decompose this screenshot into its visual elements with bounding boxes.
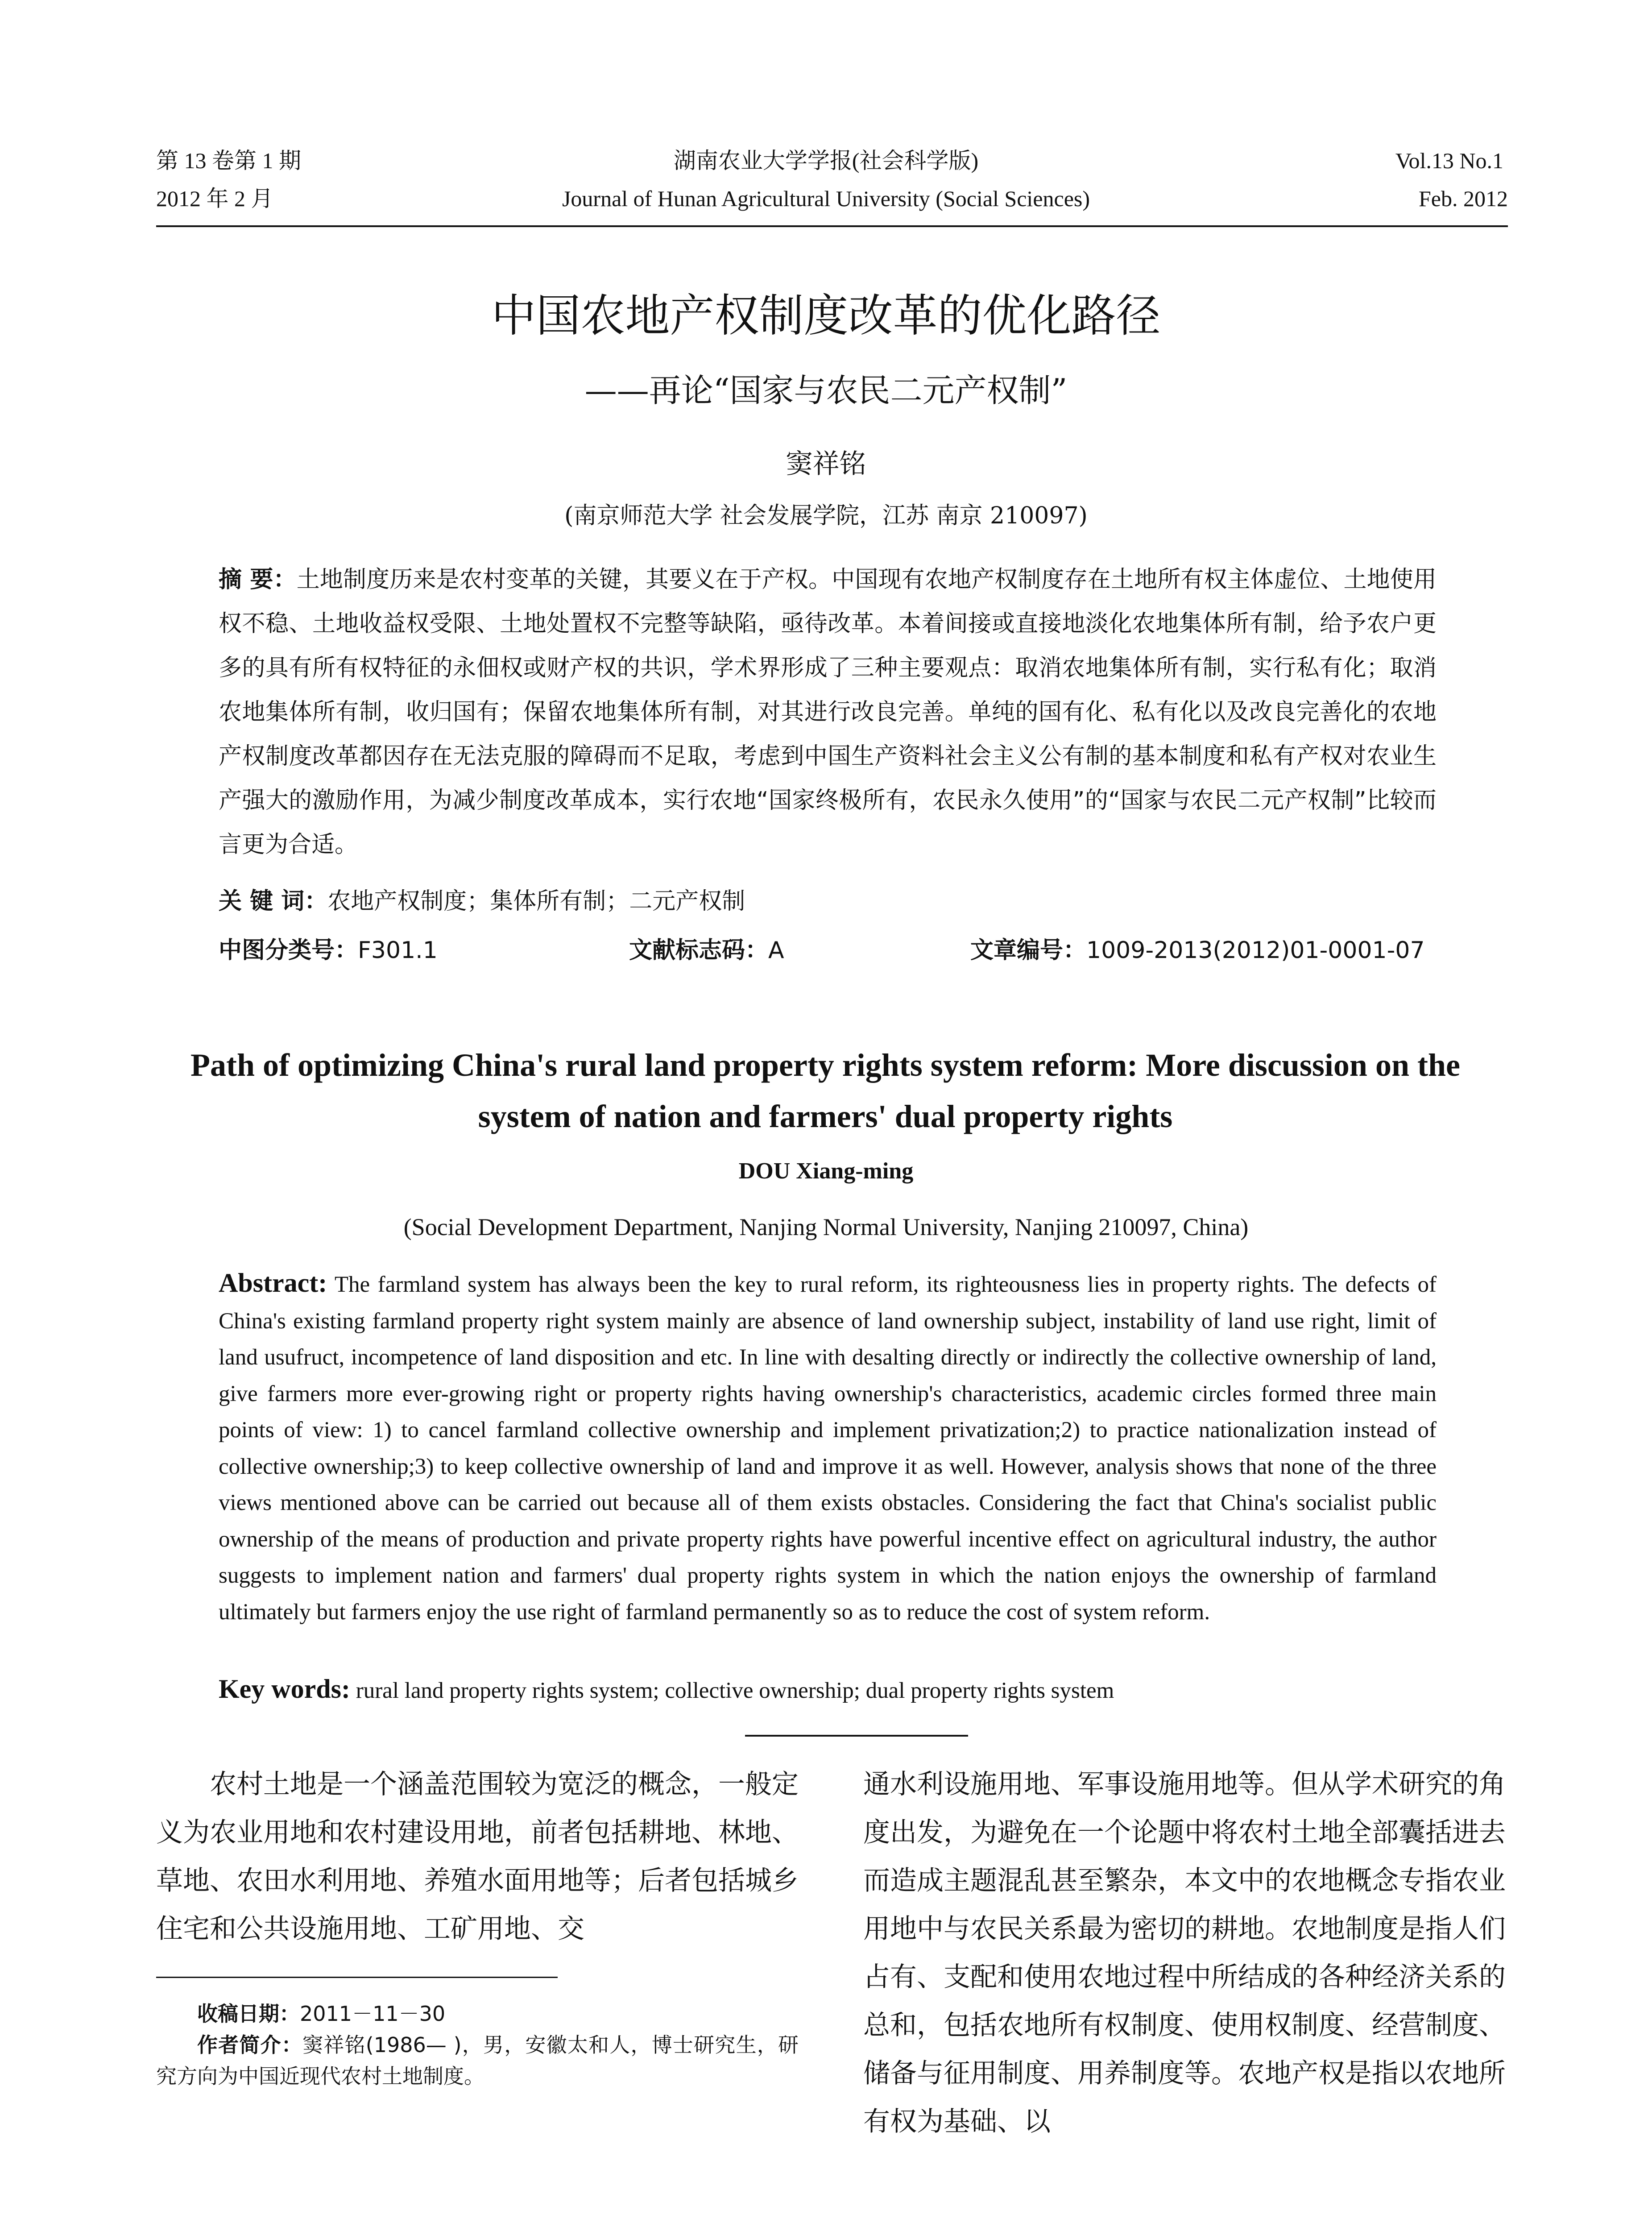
doc-code-value: A	[768, 937, 784, 964]
author-affiliation: (南京师范大学 社会发展学院，江苏 南京 210097)	[564, 502, 1088, 529]
body-paragraph: 农村土地是一个涵盖范围较为宽泛的概念，一般定义为农业用地和农村建设用地，前者包括耕地、林地、草地、农田水利用地、养殖水面用地等；后者包括城乡住宅和公共设施用地、工矿用地、交	[156, 1769, 799, 1945]
clc-label: 中图分类号：	[219, 937, 358, 964]
header-journal-en: Journal of Hunan Agricultural University (Social Sciences)	[562, 186, 1090, 211]
received-date: 2011－11－30	[300, 2002, 446, 2026]
abstract-en-label: Abstract:	[219, 1268, 327, 1298]
keywords-zh-label: 关 键 词：	[219, 888, 328, 915]
keywords-en	[219, 1671, 1437, 1708]
footnote-received	[156, 1998, 799, 2029]
keywords-en-text: rural land property rights system; collective ownership; dual property rights system	[350, 1678, 1114, 1703]
article-number-value: 1009-2013(2012)01-0001-07	[1086, 937, 1425, 964]
paper-title-en: Path of optimizing China's rural land property rights system reform: More discussion on the system of nation and farmers' dual property rights	[190, 1047, 1460, 1134]
abstract-en-text: The farmland system has always been the key to rural reform, its righteousness lies in property rights. The defects of China's existing farmland property right system mainly are absence of land ownership subject, instability of land use right, limit of land usufruct, incompetence of land disposition and etc. In line with desalting directly or indirectly the collective ownership of land, give farmers more ever-growing right or property rights having ownership's characteristics, academic circles formed three main points of view: 1) to cancel farmland collective ownership and implement privatization;2) to practice nationalization instead of collective ownership;3) to keep collective ownership of land and improve it as well. However, analysis shows that none of the three views mentioned above can be carried out because all of them exists obstacles. Considering the fact that China's socialist public ownership of the means of production and private property rights have powerful incentive effect on agricultural industry, the author suggests to implement nation and farmers' dual property rights system in which the nation enjoys the ownership of farmland ultimately but farmers enjoy the use right of farmland permanently so as to reduce the cost of system reform.	[219, 1272, 1437, 1625]
paper-subtitle: ——再论“国家与农民二元产权制”	[584, 372, 1068, 409]
header-journal-cn: 湖南农业大学学报(社会科学版)	[673, 148, 979, 173]
footnote-rule	[156, 1977, 558, 1978]
clc-number	[219, 933, 438, 968]
author-affiliation-en: (Social Development Department, Nanjing Normal University, Nanjing 210097, China)	[403, 1214, 1249, 1240]
author-name: 窦祥铭	[786, 448, 866, 480]
keywords-zh	[219, 883, 1437, 919]
abstract-en	[219, 1265, 1437, 1630]
abstract-zh-label: 摘 要：	[219, 566, 297, 593]
keywords-en-label: Key words:	[219, 1674, 350, 1704]
article-number	[970, 933, 1425, 968]
paper-title: 中国农地产权制度改革的优化路径	[491, 290, 1161, 342]
author-name-en: DOU Xiang-ming	[738, 1158, 914, 1184]
received-label: 收稿日期：	[197, 2002, 300, 2026]
footnote-author-bio	[156, 2029, 799, 2092]
clc-value: F301.1	[358, 937, 438, 964]
header-date: 2012 年 2 月	[156, 186, 273, 211]
abstract-zh	[219, 558, 1437, 867]
doc-code-label: 文献标志码：	[629, 937, 769, 964]
section-divider	[745, 1735, 968, 1737]
header-date-en: Feb. 2012	[1419, 186, 1508, 211]
header-volume: 第 13 卷第 1 期	[156, 148, 301, 173]
author-bio-label: 作者简介：	[197, 2033, 303, 2057]
body-column-left	[156, 1760, 799, 1953]
author-bio-text: 窦祥铭(1986— )，男，安徽太和人，博士研究生，研究方向为中国近现代农村土地制度。	[156, 2033, 799, 2088]
document-code	[629, 933, 784, 968]
body-column-right	[863, 1760, 1506, 2146]
article-number-label: 文章编号：	[970, 937, 1087, 964]
header-rule	[156, 225, 1508, 227]
keywords-zh-text: 农地产权制度；集体所有制；二元产权制	[327, 888, 745, 915]
body-paragraph-continued: 通水利设施用地、军事设施用地等。但从学术研究的角度出发，为避免在一个论题中将农村土地全部囊括进去而造成主题混乱甚至繁杂，本文中的农地概念专指农业用地中与农民关系最为密切的耕地。农地制度是指人们占有、支配和使用农地过程中所结成的各种经济关系的总和，包括农地所有权制度、使用权制度、经营制度、储备与征用制度、用养制度等。农地产权是指以农地所有权为基础、以	[863, 1769, 1506, 2137]
header-vol-en: Vol.13 No.1	[1395, 148, 1503, 173]
abstract-zh-text: 土地制度历来是农村变革的关键，其要义在于产权。中国现有农地产权制度存在土地所有权主体虚位、土地使用权不稳、土地收益权受限、土地处置权不完整等缺陷，亟待改革。本着间接或直接地淡化农地集体所有制，给予农户更多的具有所有权特征的永佃权或财产权的共识，学术界形成了三种主要观点：取消农地集体所有制，实行私有化；取消农地集体所有制，收归国有；保留农地集体所有制，对其进行改良完善。单纯的国有化、私有化以及改良完善化的农地产权制度改革都因存在无法克服的障碍而不足取，考虑到中国生产资料社会主义公有制的基本制度和私有产权对农业生产强大的激励作用，为减少制度改革成本，实行农地“国家终极所有，农民永久使用”的“国家与农民二元产权制”比较而言更为合适。	[219, 566, 1437, 858]
